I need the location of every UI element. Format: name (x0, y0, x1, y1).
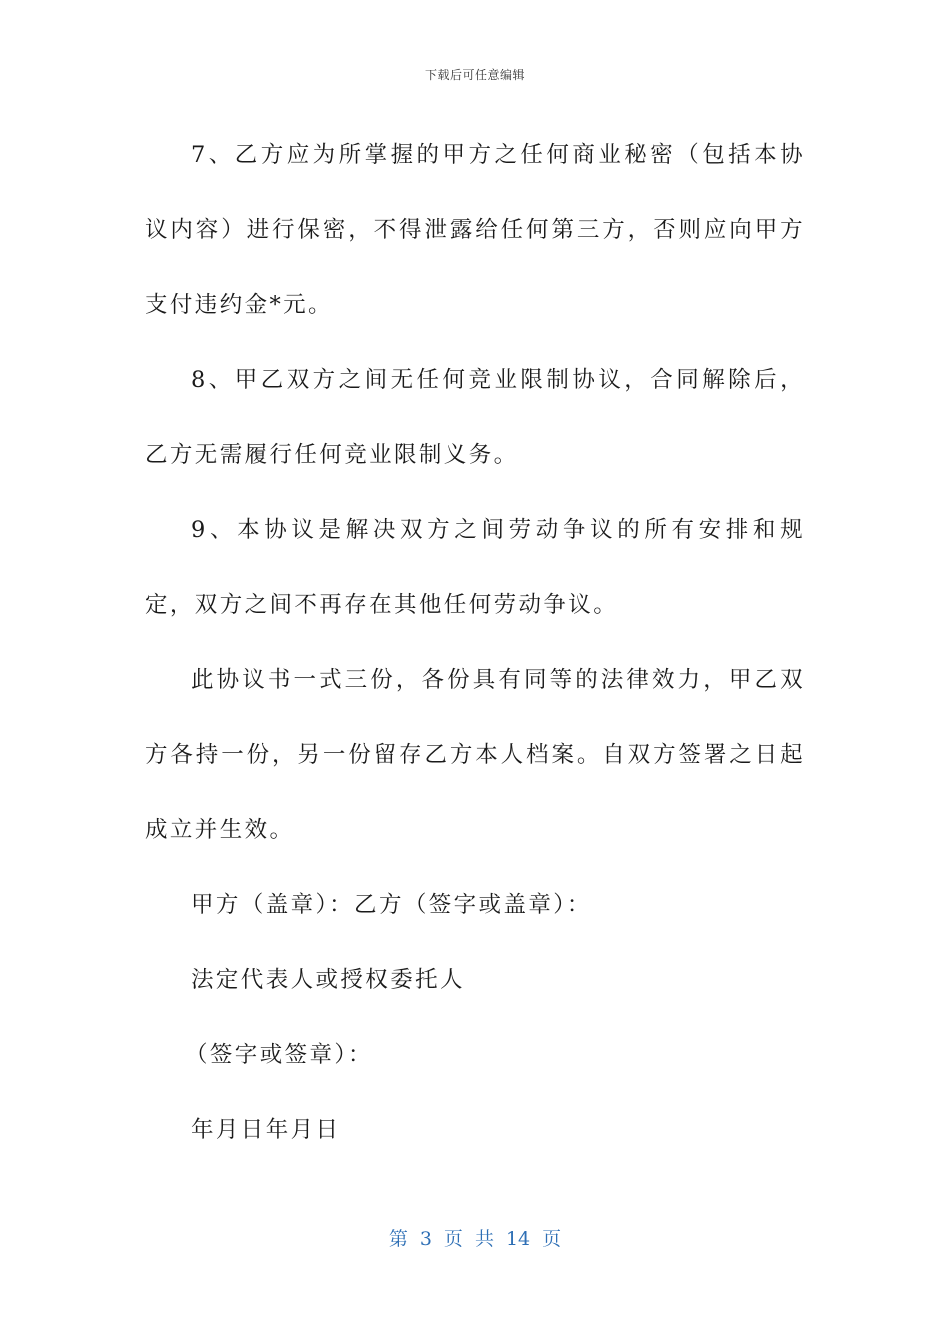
signature-or-seal-line: （签字或签章）： (185, 1042, 373, 1068)
document-body (145, 118, 805, 1168)
footer-middle: 页 共 (443, 1228, 494, 1250)
date-line: 年月日年月日 (191, 1117, 341, 1143)
clause-8-non-compete: 8、甲乙双方之间无任何竞业限制协议，合同解除后，乙方无需履行任何竞业限制义务。 (145, 367, 805, 468)
footer-total-pages: 14 (505, 1228, 531, 1250)
signature-parties-line: 甲方（盖章）：乙方（签字或盖章）： (191, 892, 592, 918)
footer-prefix: 第 (388, 1228, 408, 1250)
clause-9-dispute-settlement: 9、本协议是解决双方之间劳动争议的所有安排和规定，双方之间不再存在其他任何劳动争议。 (145, 517, 805, 618)
page-number-footer (0, 1224, 950, 1251)
footer-suffix: 页 (542, 1228, 562, 1250)
clause-7-confidentiality: 7、乙方应为所掌握的甲方之任何商业秘密（包括本协议内容）进行保密，不得泄露给任何第三方，否则应向甲方支付违约金*元。 (145, 142, 805, 318)
footer-current-page: 3 (419, 1228, 432, 1250)
header-note: 下载后可任意编辑 (424, 68, 525, 82)
copies-and-effect-clause: 此协议书一式三份，各份具有同等的法律效力，甲乙双方各持一份，另一份留存乙方本人档案。自双方签署之日起成立并生效。 (145, 667, 805, 843)
legal-representative-line: 法定代表人或授权委托人 (191, 967, 465, 993)
